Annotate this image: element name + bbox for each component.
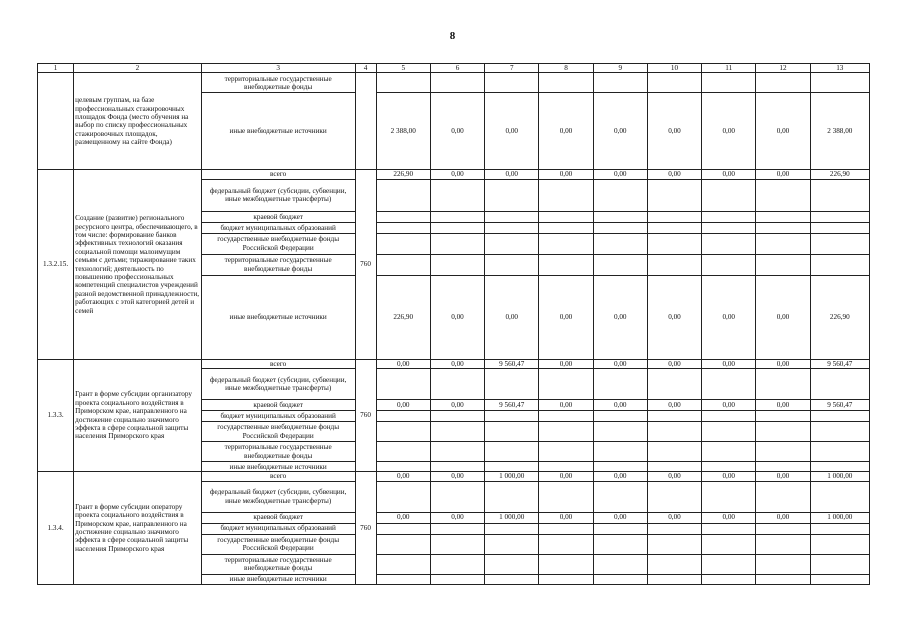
value-cell: 0,00 [756,170,810,179]
header-cell: 1 [38,64,74,73]
value-cell: 2 388,00 [810,93,869,170]
source-label: территориальные государственные внебюджетные фонды [201,554,355,574]
item-code: 760 [355,359,376,471]
value-cell: 0,00 [702,512,756,523]
value-cell: 0,00 [756,93,810,170]
source-label: всего [201,170,355,179]
source-label: территориальные государственные внебюджетные фонды [201,254,355,275]
value-cell: 0,00 [376,400,430,411]
header-cell: 10 [647,64,701,73]
value-cell: 226,90 [376,170,430,179]
source-label: государственные внебюджетные фонды Российской Федерации [201,233,355,254]
value-cell: 226,90 [810,275,869,359]
value-cell: 0,00 [539,275,593,359]
value-cell: 1 000,00 [810,512,869,523]
item-description: целевым группам, на базе профессиональных стажировочных площадок Фонда (место обучения на выбор по списку профессиональных стажировочных площадок, размещенному на сайте Фонда) [74,73,202,170]
item-description: Грант в форме субсидии организатору проекта социального воздействия в Приморском крае, направленного на достижение социально значимого эффекта в сфере социальной защиты населения Приморского края [74,359,202,471]
value-cell: 0,00 [756,275,810,359]
item-number [38,73,74,170]
value-cell: 0,00 [702,93,756,170]
table-row [38,170,870,179]
table-row [38,359,870,368]
source-label: федеральный бюджет (субсидии, субвенции, иные межбюджетные трансферты) [201,179,355,211]
header-cell: 8 [539,64,593,73]
header-cell: 6 [430,64,484,73]
value-cell: 0,00 [376,472,430,481]
source-label: всего [201,472,355,481]
value-cell: 0,00 [647,512,701,523]
value-cell: 0,00 [593,170,647,179]
header-cell: 2 [74,64,202,73]
source-label: краевой бюджет [201,400,355,411]
header-cell: 9 [593,64,647,73]
value-cell: 0,00 [430,359,484,368]
value-cell: 0,00 [756,400,810,411]
source-label: иные внебюджетные источники [201,574,355,584]
source-label: краевой бюджет [201,512,355,523]
value-cell: 9 560,47 [485,359,539,368]
value-cell: 9 560,47 [810,400,869,411]
source-label: бюджет муниципальных образований [201,411,355,422]
value-cell: 0,00 [702,170,756,179]
value-cell: 0,00 [593,472,647,481]
value-cell: 0,00 [539,472,593,481]
value-cell: 0,00 [756,359,810,368]
value-cell: 0,00 [539,512,593,523]
value-cell: 0,00 [593,400,647,411]
value-cell: 0,00 [702,400,756,411]
item-code [355,73,376,170]
value-cell: 0,00 [647,472,701,481]
value-cell: 0,00 [539,359,593,368]
value-cell: 0,00 [430,400,484,411]
source-label: всего [201,359,355,368]
page-number: 8 [449,30,456,42]
item-number: 1.3.4. [38,472,74,584]
value-cell: 0,00 [430,472,484,481]
value-cell: 0,00 [430,170,484,179]
value-cell: 226,90 [376,275,430,359]
value-cell: 226,90 [810,170,869,179]
item-code: 760 [355,170,376,359]
value-cell: 9 560,47 [485,400,539,411]
item-number: 1.3.3. [38,359,74,471]
value-cell: 0,00 [485,170,539,179]
value-cell: 0,00 [647,400,701,411]
value-cell: 1 000,00 [485,512,539,523]
source-label: территориальные государственные внебюджетные фонды [201,442,355,462]
value-cell: 0,00 [485,275,539,359]
header-cell: 13 [810,64,869,73]
source-label: федеральный бюджет (субсидии, субвенции, иные межбюджетные трансферты) [201,481,355,512]
source-label: территориальные государственные внебюджетные фонды [201,73,355,93]
source-label: краевой бюджет [201,211,355,222]
source-label: иные внебюджетные источники [201,462,355,472]
source-label: бюджет муниципальных образований [201,222,355,233]
header-cell: 4 [355,64,376,73]
value-cell: 2 388,00 [376,93,430,170]
source-label: бюджет муниципальных образований [201,523,355,534]
source-label: государственные внебюджетные фонды Российской Федерации [201,534,355,554]
value-cell: 0,00 [430,512,484,523]
source-label: федеральный бюджет (субсидии, субвенции, иные межбюджетные трансферты) [201,369,355,400]
value-cell: 0,00 [647,93,701,170]
value-cell: 0,00 [702,275,756,359]
value-cell: 0,00 [647,275,701,359]
header-cell: 11 [702,64,756,73]
value-cell: 0,00 [756,512,810,523]
item-number: 1.3.2.15. [38,170,74,359]
value-cell: 0,00 [485,93,539,170]
value-cell: 0,00 [756,472,810,481]
budget-table [37,63,870,585]
table-row [38,73,870,93]
value-cell: 0,00 [593,512,647,523]
value-cell: 9 560,47 [810,359,869,368]
value-cell: 0,00 [702,359,756,368]
value-cell: 0,00 [376,512,430,523]
value-cell: 0,00 [593,359,647,368]
source-label: государственные внебюджетные фонды Российской Федерации [201,422,355,442]
header-cell: 12 [756,64,810,73]
value-cell: 0,00 [376,359,430,368]
item-description: Грант в форме субсидии оператору проекта социального воздействия в Приморском крае, направленного на достижение социально значимого эффекта в сфере социальной защиты населения Приморского края [74,472,202,584]
value-cell: 0,00 [539,93,593,170]
value-cell: 0,00 [593,275,647,359]
value-cell: 0,00 [539,170,593,179]
value-cell: 1 000,00 [485,472,539,481]
value-cell: 0,00 [647,170,701,179]
source-label: иные внебюджетные источники [201,93,355,170]
value-cell: 0,00 [647,359,701,368]
header-cell: 7 [485,64,539,73]
header-cell: 5 [376,64,430,73]
value-cell: 0,00 [593,93,647,170]
source-label: иные внебюджетные источники [201,275,355,359]
header-cell: 3 [201,64,355,73]
value-cell: 0,00 [702,472,756,481]
item-description: Создание (развитие) регионального ресурсного центра, обеспечивающего, в том числе: формирование банков эффективных технологий оказания социальной помощи малоимущим семьям с детьми; тиражирование таких технологий; деятельность по повышению профессиональных компетенций специалистов учреждений разной ведомственной принадлежности, работающих с этой категорией детей и семей [74,170,202,359]
value-cell: 0,00 [430,275,484,359]
table-row [38,472,870,481]
header-row [38,64,870,73]
value-cell: 0,00 [430,93,484,170]
value-cell: 0,00 [539,400,593,411]
item-code: 760 [355,472,376,584]
value-cell: 1 000,00 [810,472,869,481]
